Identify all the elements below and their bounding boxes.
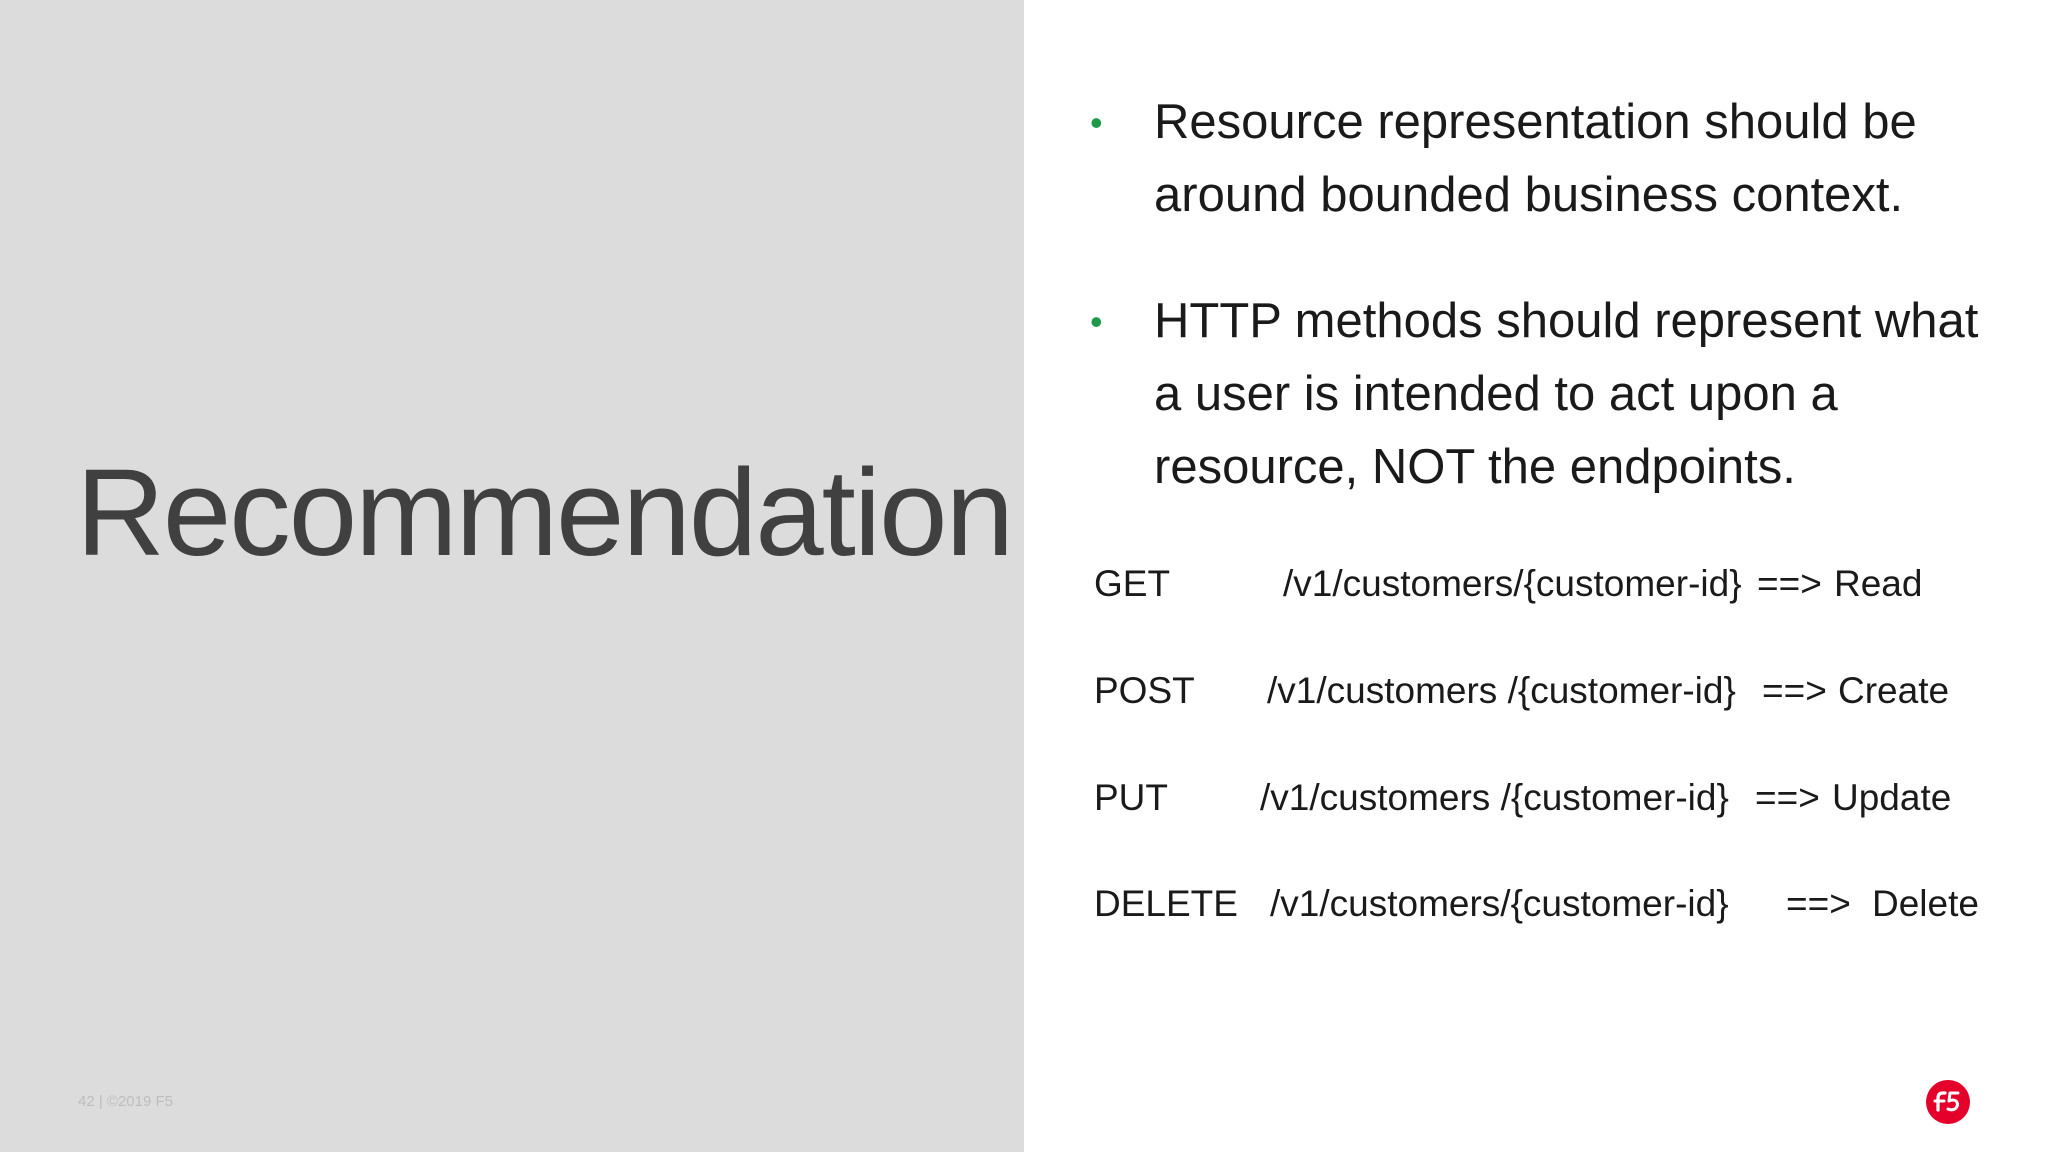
http-method: GET xyxy=(1094,563,1171,604)
endpoint-path: /v1/customers /{customer-id} xyxy=(1267,670,1736,711)
f5-logo-icon xyxy=(1926,1080,1970,1124)
endpoint-action: Update xyxy=(1832,777,1952,818)
endpoint-path: /v1/customers/{customer-id} xyxy=(1283,563,1742,604)
bullet-line: resource, NOT the endpoints. xyxy=(1154,440,1796,494)
endpoint-action: Delete xyxy=(1872,883,1979,924)
bullet-icon: • xyxy=(1090,102,1103,143)
slide-title: Recommendation xyxy=(76,445,1013,582)
http-method: DELETE xyxy=(1094,883,1238,924)
endpoint-path: /v1/customers/{customer-id} xyxy=(1270,883,1729,924)
bullet-line: a user is intended to act upon a xyxy=(1154,367,1838,421)
endpoint-action: Create xyxy=(1838,670,1950,711)
bullet-line: HTTP methods should represent what xyxy=(1154,294,1979,348)
bullet-list xyxy=(1090,86,2030,557)
endpoint-row-get xyxy=(1094,559,2034,609)
bullet-line: around bounded business context. xyxy=(1154,168,1904,222)
endpoint-action: Read xyxy=(1834,563,1923,604)
endpoint-arrow: ==> xyxy=(1762,670,1827,711)
slide-footer: 42 | ©2019 F5 xyxy=(78,1093,174,1110)
bullet-item-http-methods xyxy=(1090,285,2030,504)
bullet-icon: • xyxy=(1090,301,1103,342)
endpoint-arrow: ==> xyxy=(1786,883,1851,924)
endpoint-row-put xyxy=(1094,773,2034,823)
bullet-item-resource xyxy=(1090,86,2030,232)
http-method: PUT xyxy=(1094,777,1168,818)
endpoint-row-post xyxy=(1094,666,2034,716)
bullet-line: Resource representation should be xyxy=(1154,95,1917,149)
endpoint-arrow: ==> xyxy=(1755,777,1820,818)
f5-logo-icon xyxy=(1926,1080,1970,1124)
http-method: POST xyxy=(1094,670,1195,711)
endpoint-row-delete xyxy=(1094,879,2034,929)
endpoint-arrow: ==> xyxy=(1757,563,1822,604)
endpoint-path: /v1/customers /{customer-id} xyxy=(1260,777,1729,818)
